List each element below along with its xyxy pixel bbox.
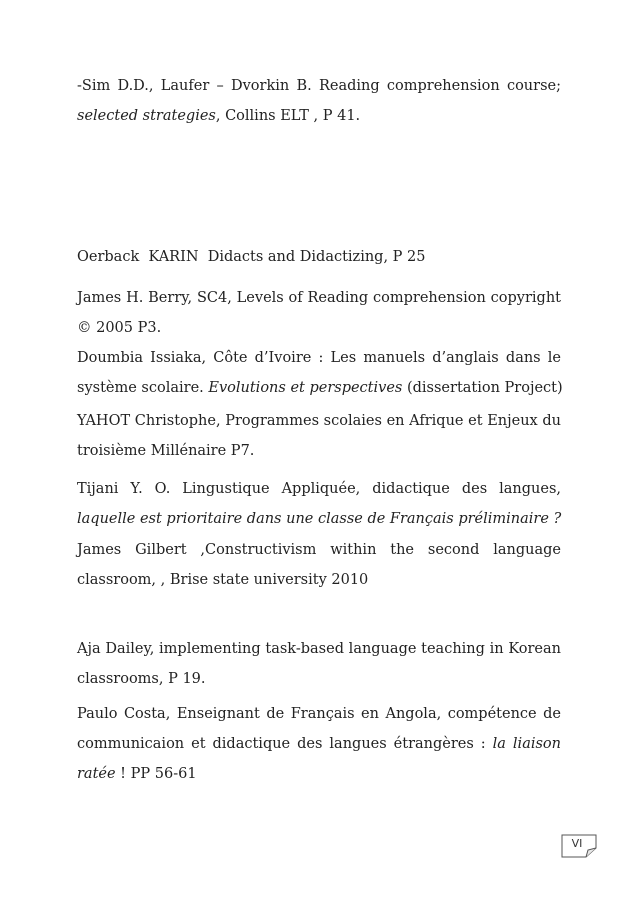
reference-italic-title: la liaison [492, 736, 561, 752]
reference-text: ! PP 56-61 [115, 766, 197, 782]
reference-oerback [77, 242, 561, 272]
reference-line: troisième Millénaire P7. [77, 443, 255, 459]
reference-line: Doumbia Issiaka, Côte d’Ivoire : Les manuels d’anglais dans le [77, 350, 561, 366]
reference-italic-title: Evolutions et perspectives [208, 380, 403, 396]
reference-line [77, 373, 561, 403]
reference-line: James H. Berry, SC4, Levels of Reading comprehension copyright [77, 290, 561, 306]
reference-line: -Sim D.D., Laufer – Dvorkin B. Reading comprehension course; [77, 78, 561, 94]
reference-text: communicaion et didactique des langues étrangères : [77, 736, 493, 752]
reference-line: Aja Dailey, implementing task-based language teaching in Korean [77, 641, 561, 657]
reference-text: (dissertation Project) [402, 380, 563, 396]
reference-sim-laufer [77, 71, 561, 131]
reference-costa [77, 699, 561, 789]
reference-line: classroom, , Brise state university 2010 [77, 572, 369, 588]
reference-tijani [77, 474, 561, 534]
reference-line: classrooms, P 19. [77, 671, 206, 687]
reference-line: Tijani Y. O. Lingustique Appliquée, didactique des langues, [77, 481, 561, 497]
page-number: VI [571, 837, 583, 850]
reference-gilbert [77, 535, 561, 595]
reference-yahot [77, 406, 561, 466]
reference-line: James Gilbert ,Constructivism within the second language [77, 542, 561, 558]
reference-line [77, 729, 561, 759]
reference-dailey [77, 634, 561, 694]
page-number-box [561, 834, 597, 858]
reference-line [77, 101, 561, 131]
reference-line: © 2005 P3. [77, 320, 162, 336]
reference-line: Oerback KARIN Didacts and Didactizing, P 25 [77, 249, 426, 265]
reference-line: YAHOT Christophe, Programmes scolaies en Afrique et Enjeux du [77, 413, 561, 429]
reference-line [77, 759, 561, 789]
reference-doumbia [77, 343, 561, 403]
reference-text: , Collins ELT , P 41. [215, 108, 361, 124]
reference-italic-title: ratée [77, 766, 116, 782]
reference-italic-title: selected strategies [77, 108, 216, 124]
reference-line: Paulo Costa, Enseignant de Français en Angola, compétence de [77, 706, 561, 722]
reference-berry [77, 283, 561, 343]
reference-italic-title: laquelle est prioritaire dans une classe de Français préliminaire ? [77, 511, 562, 527]
reference-text: système scolaire. [77, 380, 209, 396]
